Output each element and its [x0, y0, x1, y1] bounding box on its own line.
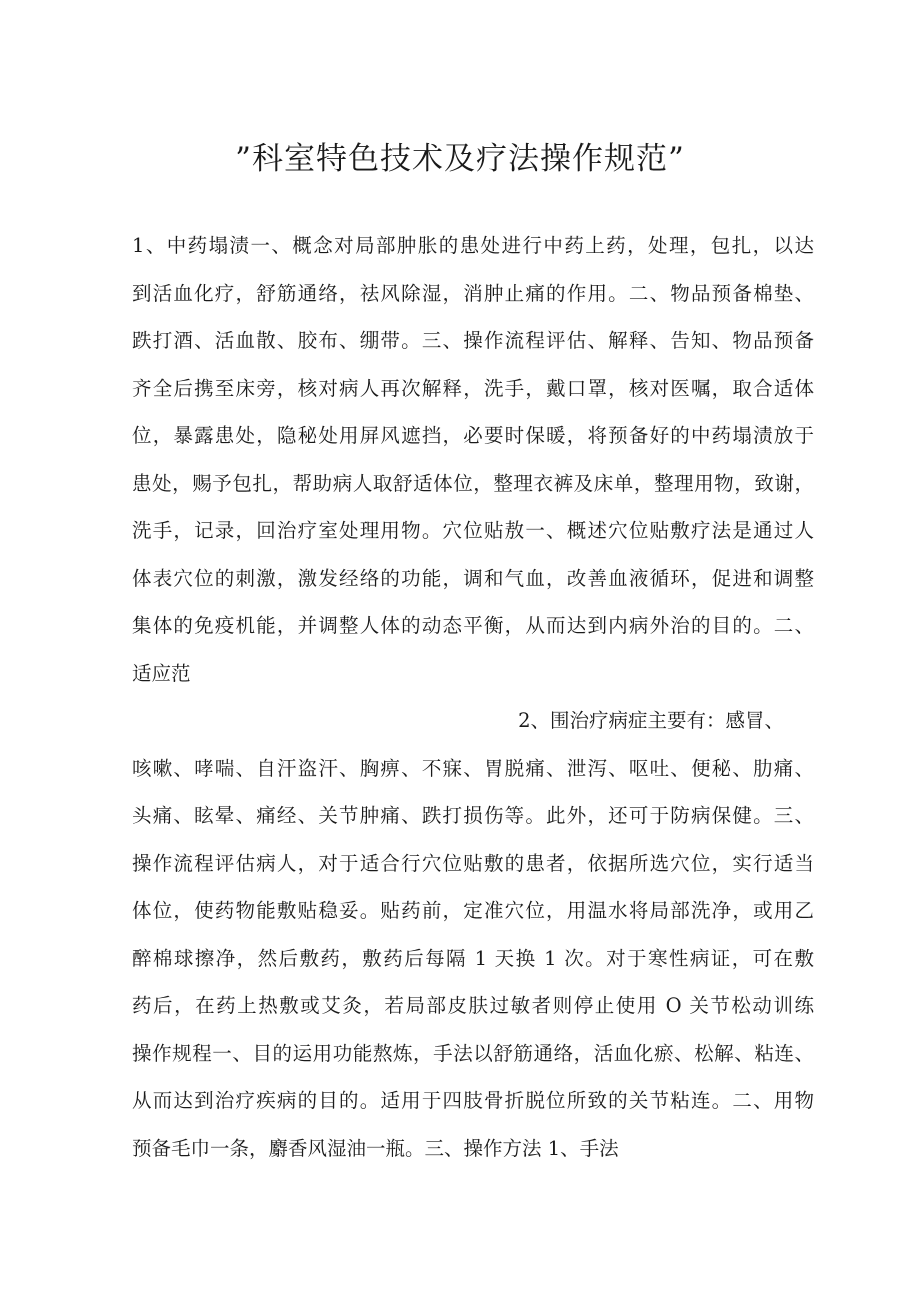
body-line: 头痛、眩晕、痛经、关节肿痛、跌打损伤等。此外，还可于防病保健。三、: [132, 804, 814, 827]
document-title: ”科室特色技术及疗法操作规范”: [235, 141, 685, 177]
body-line: 醉棉球擦净，然后敷药，敷药后每隔 1 天换 1 次。对于寒性病证，可在敷: [132, 946, 814, 970]
body-line: 预备毛巾一条，麝香风湿油一瓶。三、操作方法 1、手法: [132, 1136, 619, 1160]
body-line: 患处，赐予包扎，帮助病人取舒适体位，整理衣裤及床单，整理用物，致谢，: [132, 471, 814, 495]
body-line: 位，暴露患处，隐秘处用屏风遮挡，必要时保暖，将预备好的中药塌渍放于: [132, 424, 814, 447]
body-line: 跌打酒、活血散、胶布、绷带。三、操作流程评估、解释、告知、物品预备: [132, 329, 814, 352]
body-line: 集体的免疫机能，并调整人体的动态平衡，从而达到内病外治的目的。二、: [132, 614, 814, 637]
body-line: 到活血化疗，舒筋通络，祛风除湿，消肿止痛的作用。二、物品预备棉垫、: [132, 281, 814, 305]
body-line: 咳嗽、哮喘、自汗盗汗、胸痹、不寐、胃脱痛、泄泻、呕吐、便秘、肋痛、: [132, 756, 814, 780]
body-line: 2、围治疗病症主要有：感冒、: [518, 709, 784, 732]
body-line: 药后，在药上热敷或艾灸，若局部皮肤过敏者则停止使用 O 关节松动训练: [132, 994, 814, 1017]
body-line: 洗手，记录，回治疗室处理用物。穴位贴敖一、概述穴位贴敷疗法是通过人: [132, 519, 814, 542]
body-line: 操作流程评估病人，对于适合行穴位贴敷的患者，依据所选穴位，实行适当: [132, 851, 814, 875]
body-line: 1、中药塌渍一、概念对局部肿胀的患处进行中药上药，处理，包扎，以达: [132, 234, 814, 257]
body-line: 从而达到治疗疾病的目的。适用于四肢骨折脱位所致的关节粘连。二、用物: [132, 1089, 814, 1112]
body-line: 体表穴位的刺激，激发经络的功能，调和气血，改善血液循环，促进和调整: [132, 566, 814, 590]
body-line: 齐全后携至床旁，核对病人再次解释，洗手，戴口罩，核对医嘱，取合适体: [132, 376, 814, 400]
body-line: 体位，使药物能敷贴稳妥。贴药前，定准穴位，用温水将局部洗净，或用乙: [132, 899, 814, 922]
body-line: 操作规程一、目的运用功能熬炼，手法以舒筋通络，活血化瘀、松解、粘连、: [132, 1041, 814, 1065]
document-body: [132, 222, 814, 1172]
body-line: 适应范: [132, 661, 191, 685]
